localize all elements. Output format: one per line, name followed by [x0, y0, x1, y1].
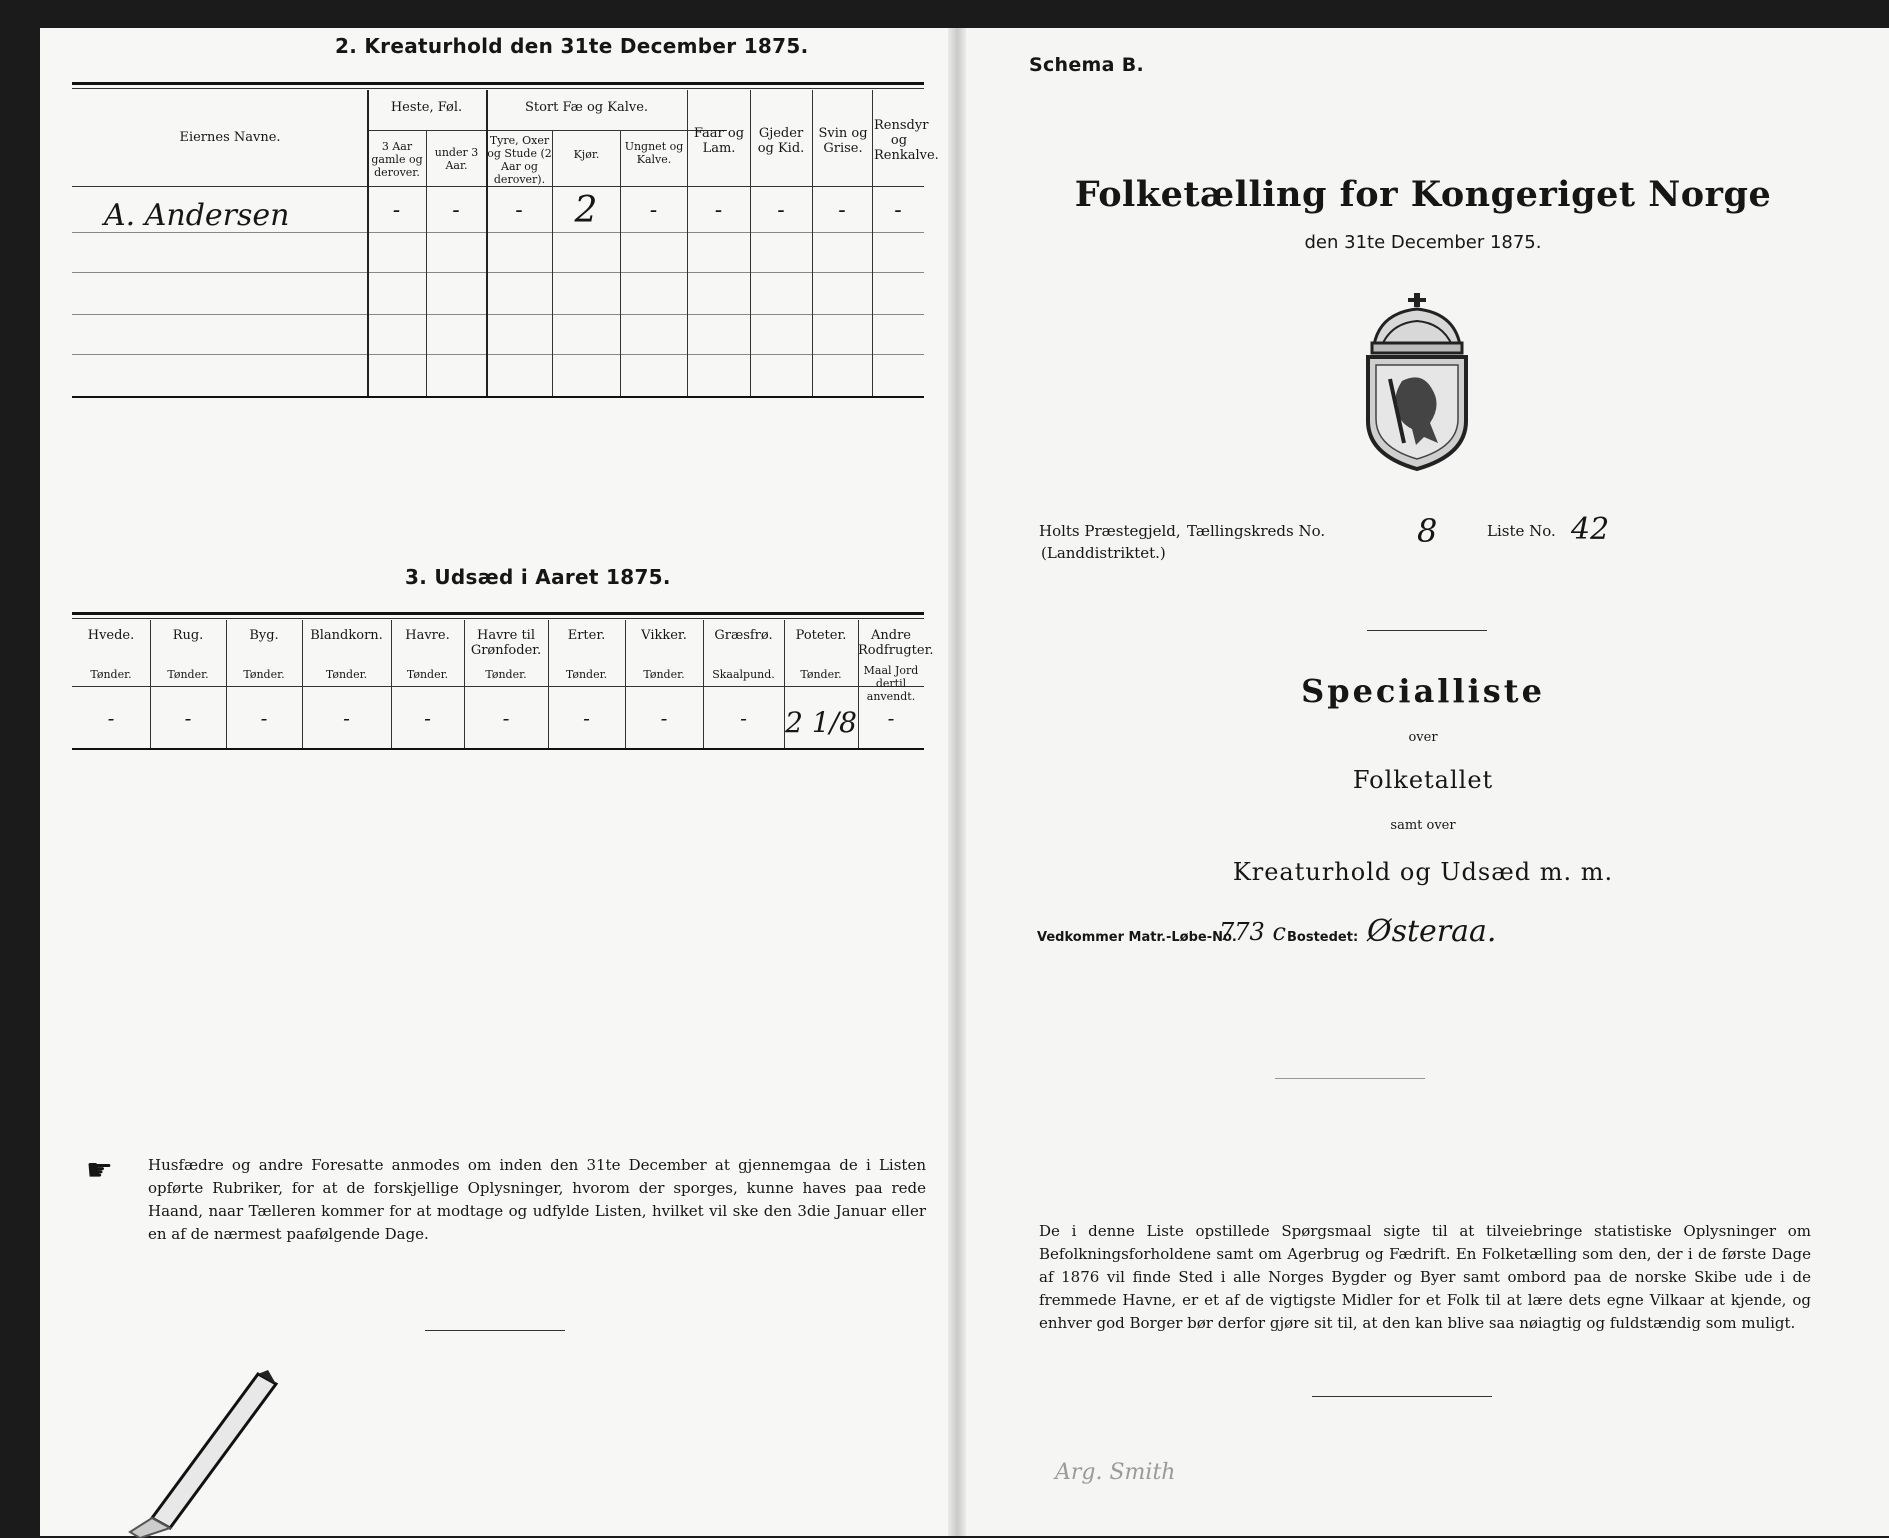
col-owner-header: Eiernes Navne. — [179, 130, 281, 145]
kreds-label: Tællingskreds No. — [1187, 522, 1326, 540]
tyre-cell: - — [515, 198, 523, 223]
table2-header-rule — [72, 186, 924, 187]
crop-value-cell: - — [502, 706, 510, 730]
crop-column-header: Blandkorn. — [310, 628, 383, 643]
sub-kjor-header: Kjør. — [573, 148, 600, 161]
crop-value-cell: 2 1/8 — [785, 706, 857, 739]
sub-tyre-header: Tyre, Oxer og Stude (2 Aar og derover). — [487, 134, 552, 186]
district-label: (Landdistriktet.) — [1041, 544, 1166, 562]
col-rensdyr-header: Rensdyr og Renkalve. — [874, 118, 939, 163]
kreds-value: 8 — [1417, 512, 1438, 550]
crop-value-cell: - — [424, 706, 431, 730]
right-page — [957, 28, 1889, 1536]
gjeder-cell: - — [777, 198, 785, 223]
crop-column-header: Havre. — [405, 628, 450, 643]
crop-column-unit: Tønder. — [485, 668, 527, 681]
parish-label: Holts Præstegjeld, — [1039, 522, 1181, 540]
group-heste-header: Heste, Føl. — [390, 100, 463, 115]
table2-top-rule-thin — [72, 88, 924, 89]
col-divider — [812, 90, 813, 396]
census-title: Folketælling for Kongeriget Norge — [1074, 174, 1772, 215]
table2-row-rule — [72, 354, 924, 355]
crop-column-unit: Tønder. — [325, 668, 368, 681]
left-page — [40, 28, 958, 1536]
col-gjeder-header: Gjeder og Kid. — [757, 126, 805, 156]
pencil-note: Arg. Smith — [1055, 1460, 1176, 1485]
table2-row-rule — [72, 272, 924, 273]
sub-heste-3aar-header: 3 Aar gamle og derover. — [371, 140, 423, 179]
table2-top-rule — [72, 82, 924, 85]
heste-cell: - — [392, 198, 401, 223]
crop-column-header: Byg. — [249, 628, 279, 643]
pencil-icon — [100, 1368, 300, 1538]
col-divider — [687, 90, 688, 396]
crop-column-unit: Tønder. — [565, 668, 608, 681]
crop-value-cell: - — [660, 706, 668, 730]
section2-heading: 2. Kreaturhold den 31te December 1875. — [335, 34, 809, 58]
matr-label: Vedkommer Matr.-Løbe-No. — [1037, 930, 1237, 945]
table3-header-rule — [72, 686, 924, 687]
samt-over-text: samt over — [1390, 818, 1456, 833]
table3-top-rule — [72, 612, 924, 615]
sub-under-3aar-header: under 3 Aar. — [434, 146, 479, 172]
crop-column-header: Havre til Grønfoder. — [470, 628, 542, 658]
schema-label: Schema B. — [1029, 54, 1144, 76]
crop-column-header: Rug. — [172, 628, 204, 643]
under3-cell: - — [452, 198, 460, 223]
coat-of-arms-icon — [1352, 293, 1492, 473]
col-faar-header: Faar og Lam. — [693, 126, 745, 156]
faar-cell: - — [714, 198, 723, 223]
col-svin-header: Svin og Grise. — [818, 126, 868, 156]
crop-value-cell: - — [343, 706, 350, 730]
col-divider — [750, 90, 751, 396]
kreaturhold-heading: Kreaturhold og Udsæd m. m. — [1232, 858, 1614, 886]
crop-column-header: Græsfrø. — [714, 628, 773, 643]
census-date: den 31te December 1875. — [1304, 232, 1542, 253]
crop-column-header: Andre Rodfrugter. — [858, 628, 934, 658]
footer-rule — [425, 1330, 565, 1331]
bostedet-label: Bostedet: — [1287, 930, 1359, 945]
crop-column-unit: Tønder. — [643, 668, 685, 681]
section3-heading: 3. Udsæd i Aaret 1875. — [405, 565, 671, 589]
crop-value-cell: - — [107, 706, 115, 730]
table2-group-rule — [367, 130, 727, 131]
table2-bottom-rule — [72, 396, 924, 398]
crop-column-header: Poteter. — [795, 628, 847, 643]
bostedet-value: Østeraa. — [1367, 914, 1497, 949]
crop-value-cell: - — [260, 706, 268, 730]
crop-column-header: Vikker. — [641, 628, 687, 643]
crop-value-cell: - — [887, 706, 895, 730]
crop-column-header: Hvede. — [87, 628, 135, 643]
book-spine-shadow — [948, 28, 966, 1536]
col-divider — [367, 90, 369, 396]
group-stort-fae-header: Stort Fæ og Kalve. — [524, 100, 649, 115]
col-divider — [552, 130, 553, 396]
footnote-text: Husfædre og andre Foresatte anmodes om inden den 31te December at gjennemgaa de i Listen opførte Rubriker, for at de forskjellige Oplysninger, hvorom der sporges, kunne haves paa rede Haand, naar Tælleren kommer for at modtage og udfylde Listen, hvilket vil ske den 3die Januar eller en af de nærmest paafølgende Dage. — [148, 1156, 926, 1243]
folketallet-heading: Folketallet — [1352, 766, 1494, 794]
col-divider — [872, 90, 873, 396]
kjor-cell: 2 — [574, 190, 598, 231]
svin-cell: - — [838, 198, 846, 223]
crop-column-unit: Tønder. — [167, 668, 209, 681]
col-divider — [620, 130, 621, 396]
owner-name-cell: A. Andersen — [104, 198, 290, 233]
liste-value: 42 — [1571, 512, 1610, 547]
intro-paragraph: De i denne Liste opstillede Spørgsmaal sigte til at tilveiebringe statistiske Oplysninger om Befolkningsforholdene samt om Agerbrug og Fædrift. En Folketælling som den, der i de første Dage af 1876 vil finde Sted i alle Norges Bygder og Byer samt ombord paa de norske Skibe ude i de fremmede Havne, er et af de vigtigste Midler for et Folk til at lære dets egne Vilkaar at kjende, og enhver god Borger bør derfor gjøre sit til, at den kan blive saa nøiagtig og fuldstændig som muligt. — [1039, 1222, 1811, 1332]
specialliste-heading: Specialliste — [1301, 672, 1545, 710]
separator-rule — [1275, 1078, 1425, 1079]
rensdyr-cell: - — [894, 198, 902, 223]
pointing-hand-icon: ☛ — [86, 1153, 113, 1188]
ungnet-cell: - — [649, 198, 658, 223]
crop-column-unit: Skaalpund. — [712, 668, 775, 681]
crop-column-unit: Tønder. — [243, 668, 285, 681]
bottom-rule — [1312, 1396, 1492, 1397]
crop-column-unit: Tønder. — [406, 668, 449, 681]
crop-column-unit: Tønder. — [90, 668, 132, 681]
sub-ungnet-header: Ungnet og Kalve. — [624, 140, 684, 166]
table2-row-rule — [72, 314, 924, 315]
liste-label: Liste No. — [1487, 522, 1556, 540]
title-divider — [1367, 630, 1487, 631]
matr-value: 773 c — [1219, 918, 1286, 946]
table3-bottom-rule — [72, 748, 924, 750]
crop-value-cell: - — [740, 706, 747, 730]
table3-top-rule-thin — [72, 618, 924, 619]
crop-column-unit: Tønder. — [800, 668, 842, 681]
crop-value-cell: - — [583, 706, 590, 730]
crop-column-header: Erter. — [567, 628, 606, 643]
over-text: over — [1408, 730, 1438, 745]
crop-value-cell: - — [184, 706, 192, 730]
crop-column-unit: Maal Jord dertil anvendt. — [863, 664, 919, 703]
